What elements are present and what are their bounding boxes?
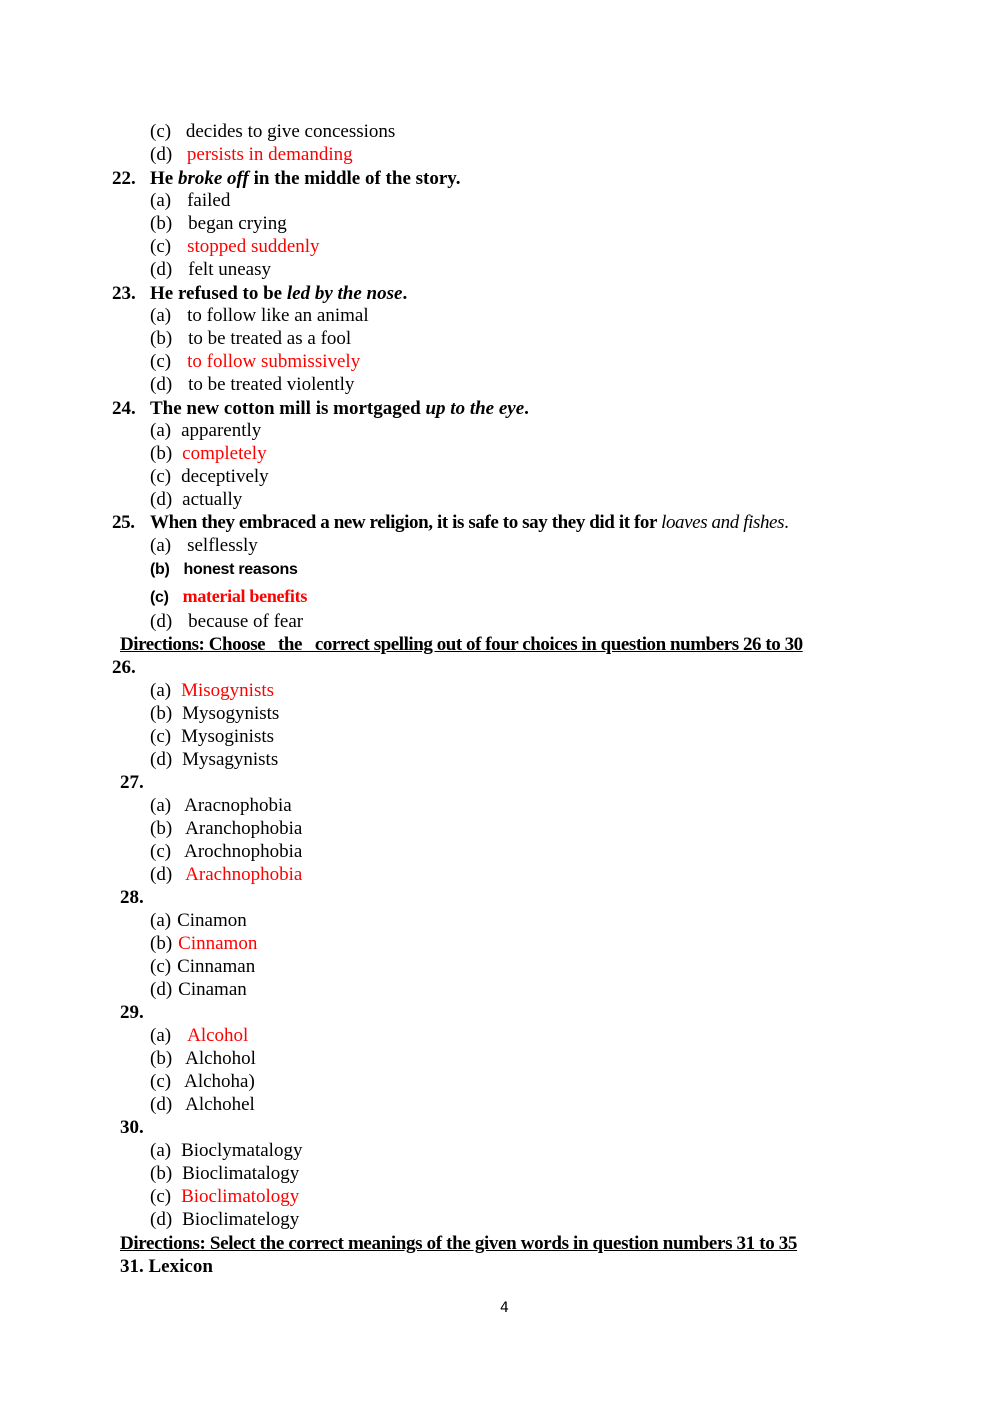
question-idiom: loaves and fishes	[661, 512, 785, 533]
option-label: (d)	[150, 259, 173, 280]
option-26d	[150, 748, 278, 771]
option-29c	[150, 1070, 255, 1093]
page-number: 4	[500, 1300, 509, 1316]
option-label: (d)	[150, 1209, 173, 1230]
option-text-correct: Arachnophobia	[185, 864, 303, 885]
option-text: Arochnophobia	[184, 841, 303, 862]
question-idiom: up to the eye	[425, 398, 525, 419]
option-text: Mysagynists	[182, 749, 279, 770]
option-label: (c)	[150, 956, 172, 977]
question-number: 31.	[120, 1256, 144, 1277]
option-label: (b)	[150, 818, 173, 839]
option-30a	[150, 1139, 302, 1162]
option-text-correct: to follow submissively	[187, 351, 361, 372]
option-30b	[150, 1162, 299, 1185]
option-label: (c)	[150, 351, 172, 372]
option-label: (b)	[150, 213, 173, 234]
option-text: to be treated as a fool	[188, 328, 352, 349]
question-text-end: .	[784, 512, 789, 533]
option-25d	[150, 610, 303, 633]
option-label: (d)	[150, 489, 173, 510]
option-23b	[150, 327, 351, 350]
option-text-correct: Bioclimatology	[181, 1186, 300, 1207]
option-29b	[150, 1047, 256, 1070]
option-28d	[150, 978, 247, 1001]
option-22c	[150, 235, 320, 258]
option-24c	[150, 465, 269, 488]
option-text: because of fear	[188, 611, 304, 632]
option-text: Bioclimatalogy	[182, 1163, 300, 1184]
option-26b	[150, 702, 279, 725]
option-29d	[150, 1093, 255, 1116]
option-label: (d)	[150, 144, 173, 165]
question-idiom: led by the nose	[286, 283, 403, 304]
option-25a	[150, 534, 258, 557]
question-text: When they embraced a new religion, it is safe to say they did it for	[150, 512, 662, 533]
question-31	[120, 1255, 213, 1278]
option-label: (a)	[150, 1025, 172, 1046]
option-text-correct: material benefits	[182, 586, 308, 606]
question-text-end: .	[524, 398, 529, 419]
question-text-end: .	[402, 283, 408, 304]
option-label: (a)	[150, 1140, 172, 1161]
question-22	[112, 167, 461, 190]
option-label: (b)	[150, 703, 173, 724]
question-24	[112, 397, 529, 420]
option-text: Alchohel	[185, 1094, 255, 1115]
option-24a	[150, 419, 261, 442]
option-label: (c)	[150, 841, 172, 862]
option-28c	[150, 955, 255, 978]
question-26: 26.	[112, 657, 136, 678]
option-text: decides to give concessions	[185, 121, 396, 142]
question-text: The new cotton mill is mortgaged	[150, 398, 426, 419]
option-21c	[150, 120, 395, 143]
option-label: (c)	[150, 589, 169, 606]
option-text: to be treated violently	[188, 374, 355, 395]
question-28: 28.	[120, 887, 144, 908]
option-text: Aracnophobia	[184, 795, 292, 816]
option-label: (c)	[150, 726, 172, 747]
option-label: (b)	[150, 561, 170, 578]
option-text: selflessly	[187, 535, 258, 556]
question-25	[112, 511, 788, 534]
question-number: 23.	[112, 283, 136, 304]
option-label: (b)	[150, 1048, 173, 1069]
option-text: Cinamon	[177, 910, 247, 931]
option-label: (d)	[150, 374, 173, 395]
option-label: (b)	[150, 933, 173, 954]
option-text: began crying	[188, 213, 287, 234]
option-26c	[150, 725, 274, 748]
option-27a	[150, 794, 292, 817]
option-text: failed	[187, 190, 231, 211]
option-28a	[150, 909, 247, 932]
option-label: (c)	[150, 1071, 172, 1092]
directions-spelling: Directions: Choose the correct spelling out of four choices in question numbers 26 to 30	[120, 634, 803, 655]
option-24b	[150, 442, 267, 465]
option-label: (b)	[150, 1163, 173, 1184]
option-text: actually	[182, 489, 243, 510]
option-text-correct: Misogynists	[181, 680, 275, 701]
option-27b	[150, 817, 302, 840]
option-label: (c)	[150, 236, 172, 257]
option-text: Cinnaman	[177, 956, 256, 977]
option-text-correct: completely	[182, 443, 267, 464]
question-number: 25.	[112, 512, 135, 533]
option-25b	[150, 558, 298, 581]
question-idiom: broke off	[177, 168, 249, 189]
option-text: Mysoginists	[181, 726, 275, 747]
option-label: (c)	[150, 1186, 172, 1207]
question-text-end: in the middle of the story.	[248, 168, 461, 189]
option-label: (d)	[150, 749, 173, 770]
question-30: 30.	[120, 1117, 144, 1138]
option-label: (d)	[150, 1094, 173, 1115]
option-label: (a)	[150, 305, 172, 326]
question-29: 29.	[120, 1002, 144, 1023]
option-23d	[150, 373, 354, 396]
option-24d	[150, 488, 242, 511]
option-text-correct: Alcohol	[187, 1025, 249, 1046]
option-text: Cinaman	[178, 979, 247, 1000]
option-label: (b)	[150, 328, 173, 349]
option-25c	[150, 585, 307, 609]
question-number: 24.	[112, 398, 136, 419]
option-label: (a)	[150, 910, 172, 931]
option-label: (c)	[150, 121, 172, 142]
option-text: deceptively	[181, 466, 269, 487]
option-label: (a)	[150, 795, 172, 816]
option-22b	[150, 212, 287, 235]
option-text: Alchohol	[185, 1048, 256, 1069]
option-label: (b)	[150, 443, 173, 464]
option-21d	[150, 143, 353, 166]
option-label: (d)	[150, 979, 173, 1000]
option-text-correct: persists in demanding	[186, 144, 353, 165]
option-29a	[150, 1024, 248, 1047]
option-text: Aranchophobia	[185, 818, 303, 839]
option-label: (d)	[150, 864, 173, 885]
option-30d	[150, 1208, 299, 1231]
option-26a	[150, 679, 274, 702]
option-22a	[150, 189, 230, 212]
option-27d	[150, 863, 302, 886]
option-label: (d)	[150, 611, 173, 632]
option-22d	[150, 258, 271, 281]
option-label: (a)	[150, 680, 172, 701]
option-text: Bioclimatelogy	[182, 1209, 300, 1230]
option-23c	[150, 350, 360, 373]
question-text: He	[150, 168, 178, 189]
option-27c	[150, 840, 302, 863]
option-text: apparently	[181, 420, 262, 441]
option-28b	[150, 932, 257, 955]
option-text-correct: stopped suddenly	[187, 236, 320, 257]
option-30c	[150, 1185, 299, 1208]
option-23a	[150, 304, 369, 327]
option-text: felt uneasy	[188, 259, 271, 280]
option-text-correct: Cinnamon	[178, 933, 258, 954]
question-word: Lexicon	[143, 1256, 213, 1277]
option-text: Alchoha)	[184, 1071, 255, 1092]
question-text: He refused to be	[150, 283, 287, 304]
option-label: (a)	[150, 190, 172, 211]
option-label: (c)	[150, 466, 172, 487]
question-number: 22.	[112, 168, 136, 189]
option-text: honest reasons	[183, 561, 298, 578]
option-text: Bioclymatalogy	[181, 1140, 303, 1161]
option-text: Mysogynists	[182, 703, 280, 724]
question-23	[112, 282, 407, 305]
option-label: (a)	[150, 535, 172, 556]
option-text: to follow like an animal	[187, 305, 369, 326]
directions-meanings: Directions: Select the correct meanings of the given words in question numbers 31 to 35	[120, 1233, 798, 1254]
option-label: (a)	[150, 420, 172, 441]
question-27: 27.	[120, 772, 144, 793]
